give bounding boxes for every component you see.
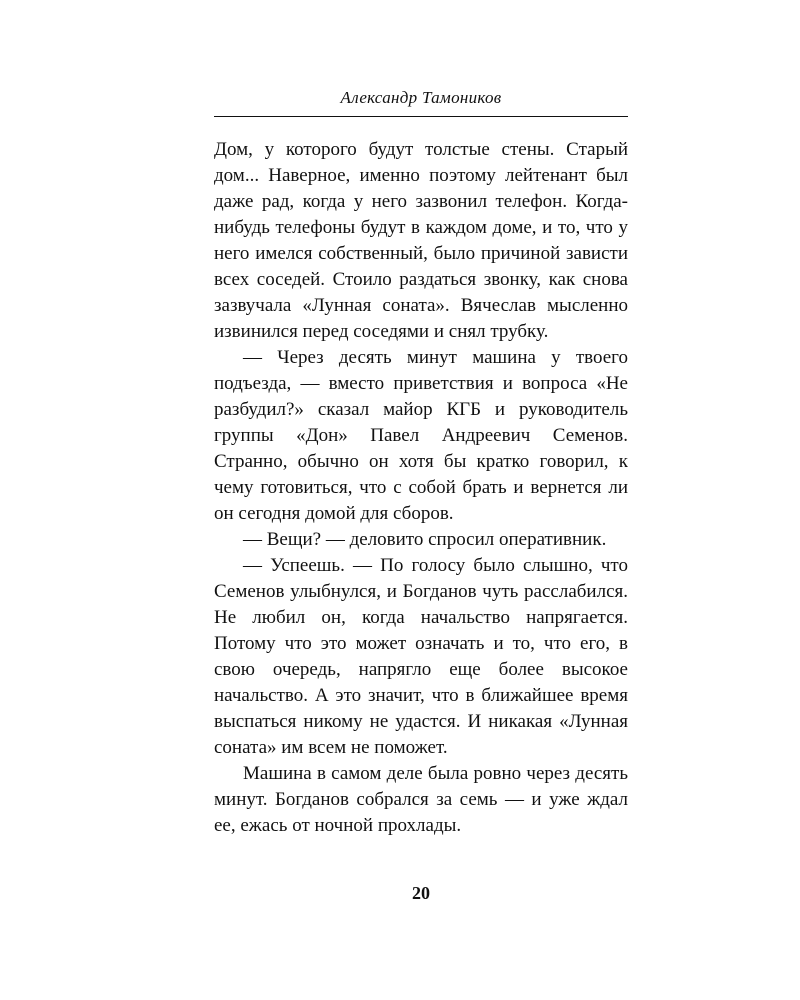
page-number: 20: [412, 883, 430, 903]
paragraph: — Успеешь. — По голосу было слышно, что Семенов улыбнулся, и Богданов чуть расслабился. Не любил он, когда начальство напрягается. Потому что это может означать и то, что его, в свою очередь, напрягло еще более высокое начальство. А это значит, что в ближайшее время выспаться никому не удастся. И никакая «Лунная соната» им всем не поможет.: [214, 555, 628, 758]
paragraph: Дом, у которого будут толстые стены. Старый дом... Наверное, именно поэтому лейтенант был даже рад, когда у него зазвонил телефон. Когда-нибудь телефоны будут в каждом доме, и то, что у него имелся собственный, было причиной зависти всех соседей. Стоило раздаться звонку, как снова зазвучала «Лунная соната». Вячеслав мысленно извинился перед соседями и снял трубку.: [214, 139, 628, 342]
running-head-author: Александр Тамоников: [340, 88, 502, 107]
body-text: [214, 137, 628, 839]
paragraph: — Вещи? — деловито спросил оперативник.: [243, 529, 607, 550]
paragraph: Машина в самом деле была ровно через десять минут. Богданов собрался за семь — и уже ждал ее, ежась от ночной прохлады.: [214, 763, 628, 836]
header-divider: [214, 116, 628, 117]
paragraph: — Через десять минут машина у твоего подъезда, — вместо приветствия и вопроса «Не разбудил?» сказал майор КГБ и руководитель группы «Дон» Павел Андреевич Семенов. Странно, обычно он хотя бы кратко говорил, к чему готовиться, что с собой брать и вернется ли он сегодня домой для сборов.: [214, 347, 628, 524]
